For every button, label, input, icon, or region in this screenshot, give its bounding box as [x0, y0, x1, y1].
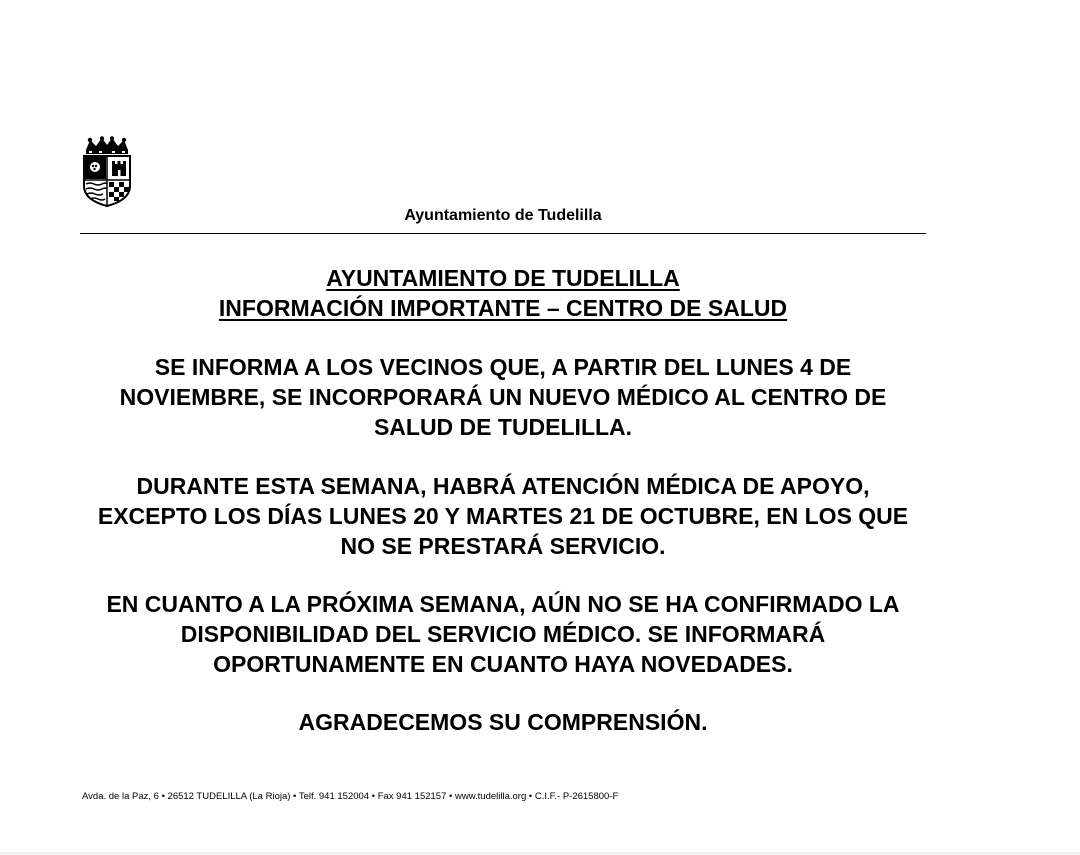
- notice-title-line-1: AYUNTAMIENTO DE TUDELILLA: [326, 265, 680, 291]
- coat-of-arms-icon: [80, 136, 134, 208]
- notice-paragraph-thanks: AGRADECEMOS SU COMPRENSIÓN.: [298, 709, 708, 735]
- footer-address: Avda. de la Paz, 6 • 26512 TUDELILLA (La Rioja) • Telf. 941 152004 • Fax 941 152157 • www.tudelilla.org • C.I.F.- P-2615800-F: [82, 791, 619, 802]
- header-divider: [80, 233, 926, 234]
- organization-name: Ayuntamiento de Tudelilla: [404, 207, 602, 224]
- notice-paragraph-next-week: EN CUANTO A LA PRÓXIMA SEMANA, AÚN NO SE HA CONFIRMADO LA DISPONIBILIDAD DEL SERVICIO MÉDICO. SE INFORMARÁ OPORTUNAMENTE EN CUANTO HAYA NOVEDADES.: [106, 591, 900, 677]
- notice-paragraph-support-care: DURANTE ESTA SEMANA, HABRÁ ATENCIÓN MÉDICA DE APOYO, EXCEPTO LOS DÍAS LUNES 20 Y MARTES 21 DE OCTUBRE, EN LOS QUE NO SE PRESTARÁ SERVICIO.: [97, 473, 909, 559]
- notice-paragraph-new-doctor: SE INFORMA A LOS VECINOS QUE, A PARTIR DEL LUNES 4 DE NOVIEMBRE, SE INCORPORARÁ UN NUEVO MÉDICO AL CENTRO DE SALUD DE TUDELILLA.: [119, 354, 887, 440]
- notice-title: [80, 263, 926, 323]
- notice-title-line-2: INFORMACIÓN IMPORTANTE – CENTRO DE SALUD: [218, 295, 788, 321]
